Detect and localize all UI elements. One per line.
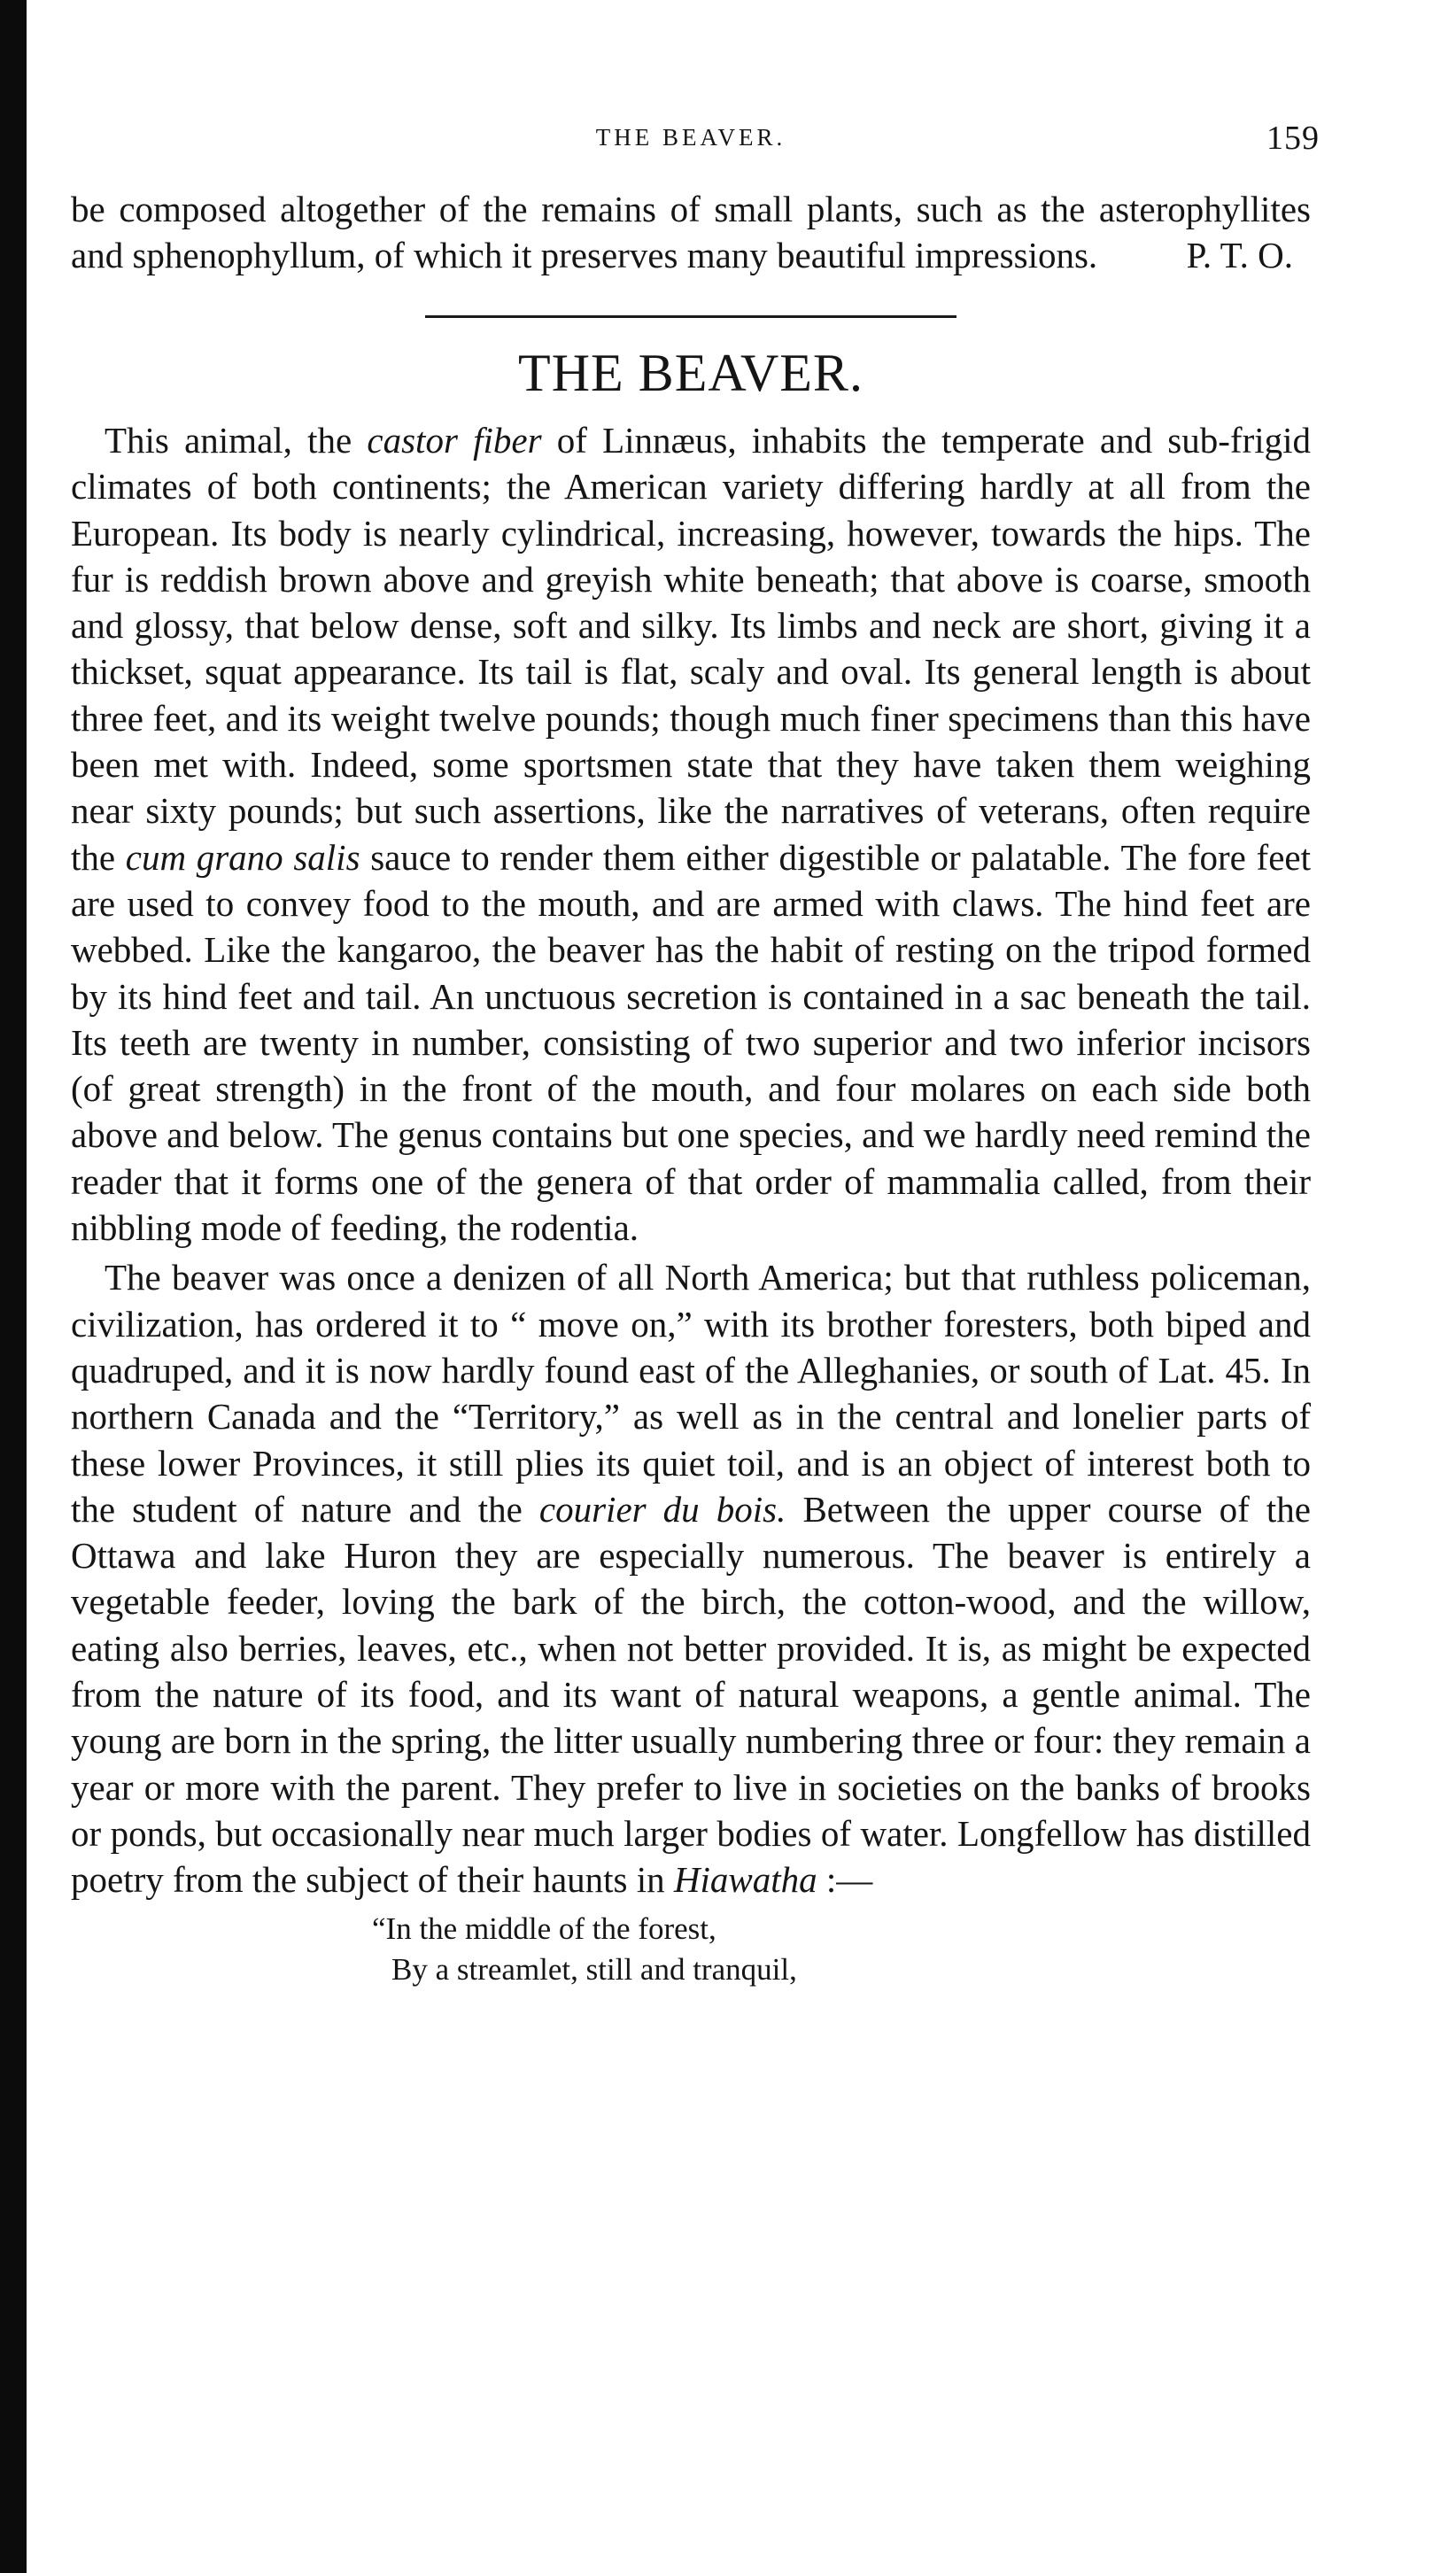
poem-line-1: “In the middle of the forest,	[372, 1910, 716, 1946]
section-divider-rule	[425, 315, 956, 318]
book-page	[71, 120, 1320, 1990]
book-binding-edge	[0, 0, 27, 2573]
carryover-text: be composed altogether of the remains of small plants, such as the asterophyllites and sphenophyllum, of which it preserves many beautiful impressions.	[71, 189, 1311, 275]
poem-quotation	[71, 1909, 1311, 1990]
running-head-title: THE BEAVER.	[595, 124, 786, 151]
poem-line-2: By a streamlet, still and tranquil,	[391, 1951, 797, 1987]
article-paragraph-1	[71, 417, 1311, 1251]
p2-text-b: Between the upper course of the Ottawa and lake Huron they are especially numerous. The beaver is entirely a vegetable feeder, loving the bark of the birch, the cotton-wood, and the willow, eating also berries, leaves, etc., when not better provided. It is, as might be expected from the nature of its food, and its want of natural weapons, a gentle animal. The young are born in the spring, the litter usually numbering three or four: they remain a year or more with the parent. They prefer to live in societies on the banks of brooks or ponds, but occasionally near much larger bodies of water. Longfellow has distilled poetry from the subject of their haunts in	[71, 1488, 1311, 1901]
latin-name: castor fiber	[367, 420, 542, 461]
p1-text-c: sauce to render them either digestible or palatable. The fore feet are used to convey food to the mouth, and are armed with claws. The hind feet are webbed. Like the kangaroo, the beaver has the habit of resting on the tripod formed by its hind feet and tail. An unctuous secretion is contained in a sac beneath the tail. Its teeth are twenty in number, consisting of two superior and two inferior incisors (of great strength) in the front of the mouth, and four molares on each side both above and below. The genus contains but one species, and we hardly need remind the reader that it forms one of the genera of that order of mammalia called, from their nibbling mode of feeding, the rodentia.	[71, 836, 1311, 1249]
p2-text-c: :—	[817, 1859, 873, 1901]
article-title: THE BEAVER.	[518, 344, 864, 402]
carryover-paragraph	[71, 186, 1311, 278]
p1-text-a: This animal, the	[105, 420, 368, 461]
p1-text-b: of Linnæus, inhabits the temperate and sub-frigid climates of both continents; the American variety differing hardly at all from the European. Its body is nearly cylindrical, increasing, however, towards the hips. The fur is reddish brown above and greyish white beneath; that above is coarse, smooth and glossy, that below dense, soft and silky. Its limbs and neck are short, giving it a thickset, squat appearance. Its tail is flat, scaly and oval. Its general length is about three feet, and its weight twelve pounds; though much finer specimens than this have been met with. Indeed, some sportsmen state that they have taken them weighing near sixty pounds; but such assertions, like the narratives of veterans, often require the	[71, 420, 1311, 878]
courier-du-bois: courier du bois.	[538, 1488, 786, 1530]
pto-signoff: P. T. O.	[1186, 235, 1293, 275]
article-paragraph-2	[71, 1254, 1311, 1903]
work-title-hiawatha: Hiawatha	[673, 1859, 817, 1901]
latin-phrase: cum grano salis	[125, 836, 360, 878]
running-head	[71, 120, 1320, 168]
p2-text-a: The beaver was once a denizen of all North America; but that ruthless policeman, civilization, has ordered it to “ move on,” with its brother foresters, both biped and quadruped, and it is now hardly found east of the Alleghanies, or south of Lat. 45. In northern Canada and the “Territory,” as well as in the central and lonelier parts of these lower Provinces, it still plies its quiet toil, and is an object of interest both to the student of nature and the	[71, 1257, 1311, 1530]
page-number: 159	[1266, 120, 1320, 157]
